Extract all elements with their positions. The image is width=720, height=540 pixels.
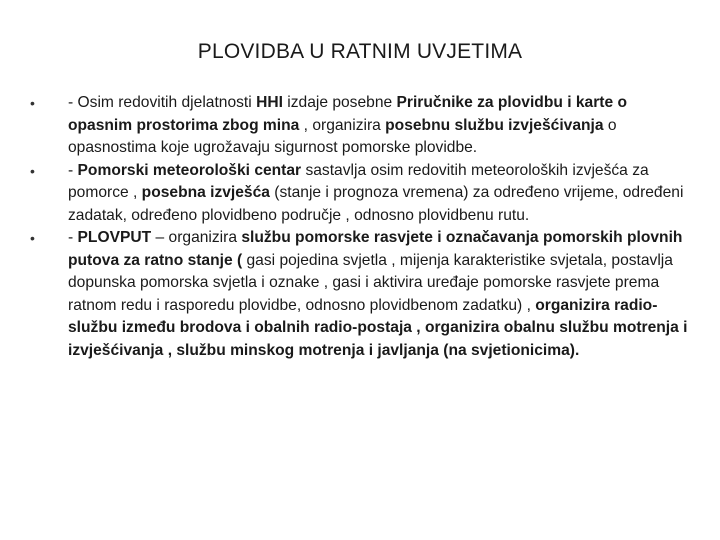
bold-text-segment: posebnu službu izvješćivanja bbox=[385, 116, 604, 134]
text-segment: – organizira bbox=[151, 229, 242, 246]
bullet-marker: • bbox=[30, 95, 35, 111]
text-segment: gasi pojedina svjetla , mijenja karakteristike svjetala, postavlja dopunska pomorska svjetla i oznake , gasi i aktivira uređaje pomorske rasvjete prema ratnom redu i rasporedu plovidbe, odnosno plovidbenom zadatku) , bbox=[68, 251, 673, 314]
text-segment: , organizira bbox=[299, 116, 386, 134]
text-segment: - bbox=[68, 161, 78, 179]
bullet-marker: • bbox=[30, 230, 35, 246]
bold-text-segment: PLOVPUT bbox=[77, 229, 152, 246]
text-segment: - bbox=[68, 229, 78, 246]
bold-text-segment: službu pomorske rasvjete i označavanja pomorskih plovnih putova za ratno stanje ( bbox=[68, 229, 683, 269]
text-segment: sastavlja osim redovitih meteoroloških izvješća za pomorce , bbox=[68, 161, 649, 201]
text-segment: (stanje i prognoza vremena) za određeno vrijeme, određeni zadatak, određeno plovidbeno područje , odnosno plovidbenu rutu. bbox=[68, 184, 684, 224]
text-segment: o opasnostima koje ugrožavaju sigurnost pomorske plovidbe. bbox=[68, 116, 617, 156]
slide-title: PLOVIDBA U RATNIM UVJETIMA bbox=[197, 40, 523, 63]
text-segment: izdaje posebne bbox=[282, 94, 397, 111]
bold-text-segment: HHI bbox=[256, 94, 283, 111]
bullet-item bbox=[30, 227, 690, 362]
text-segment: - Osim redovitih djelatnosti bbox=[68, 94, 257, 111]
bullet-item bbox=[30, 92, 690, 160]
bullet-marker: • bbox=[30, 162, 35, 179]
bold-text-segment: Pomorski meteorološki centar bbox=[77, 161, 302, 179]
bullet-list bbox=[30, 92, 690, 362]
bold-text-segment: organizira radio-službu između brodova i obalnih radio-postaja , organizira obalnu službu motrenja i izvješćivanja , službu minskog motrenja i javljanja (na svjetionicima). bbox=[68, 296, 688, 359]
bold-text-segment: Priručnike za plovidbu i karte o opasnim prostorima zbog mina bbox=[68, 94, 628, 134]
bullet-item bbox=[30, 160, 690, 228]
bold-text-segment: posebna izvješća bbox=[141, 184, 270, 201]
